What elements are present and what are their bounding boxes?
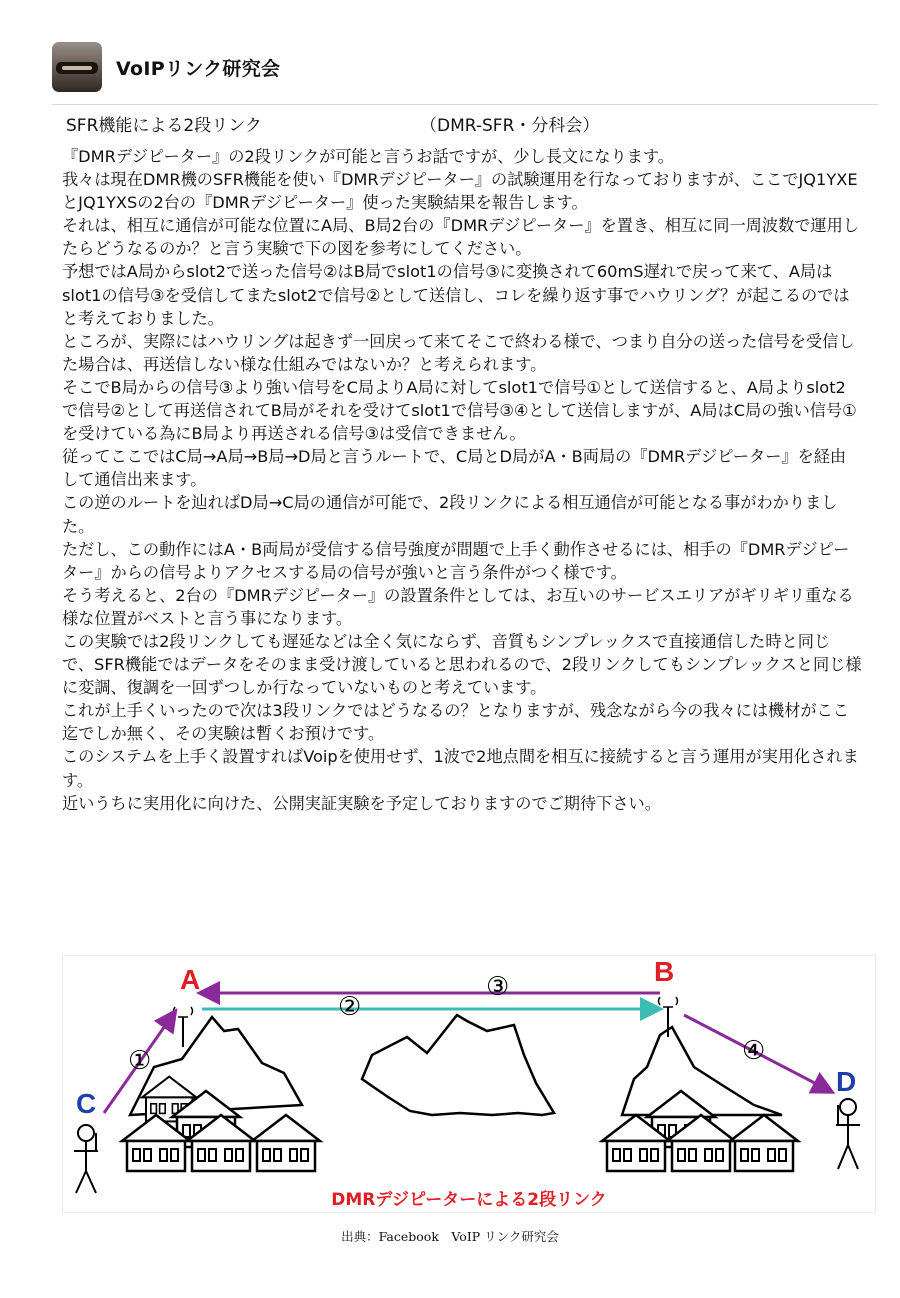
signal-3-label: ③ <box>486 972 510 1002</box>
paragraph: このシステムを上手く設置すればVoipを使用せず、1波で2地点間を相互に接続すると言う運用が実用化されます。 <box>62 747 859 790</box>
paragraph: これが上手くいったので次は3段リンクではどうなるの？となりますが、残念ながら今の我々には機材がここ迄でしか無く、その実験は暫くお預けです。 <box>62 701 849 744</box>
paragraph: 近いうちに実用化に向けた、公開実証実験を予定しておりますのでご期待下さい。 <box>62 793 661 813</box>
document-subtitle: （DMR-SFR・分科会） <box>420 116 600 136</box>
source-caption: 出典：Facebook VoIP リンク研究会 <box>341 1229 559 1244</box>
paragraph: そう考えると、2台の『DMRデジピーター』の設置条件としては、お互いのサービスエリアがギリギリ重なる様な位置がベストと言う事になります。 <box>62 585 854 628</box>
two-stage-link-diagram <box>62 955 876 1213</box>
diagram-caption: DMRデジピーターによる2段リンク <box>331 1190 607 1210</box>
station-a-label: A <box>180 964 201 995</box>
paragraph: この逆のルートを辿ればD局→C局の通信が可能で、2段リンクによる相互通信が可能となる事がわかりました。 <box>62 493 838 536</box>
article-body <box>62 145 862 815</box>
group-avatar[interactable] <box>52 42 102 92</box>
paragraph: 『DMRデジピーター』の2段リンクが可能と言うお話ですが、少し長文になります。 <box>62 147 674 166</box>
signal-2-label: ② <box>338 992 362 1022</box>
paragraph: 予想ではA局からslot2で送った信号②はB局でslot1の信号③に変換されて60mS遅れで戻って来て、A局はslot1の信号③を受信してまたslot2で信号②として送信し、コレを繰り返す事でハウリング？が起こるのではと考えておりました。 <box>62 262 850 328</box>
station-b-label: B <box>654 956 675 987</box>
signal-4-label: ④ <box>742 1036 766 1066</box>
station-d-label: D <box>836 1066 857 1097</box>
paragraph: ところが、実際にはハウリングは起きず一回戻って来てそこで終わる様で、つまり自分の送った信号を受信した場合は、再送信しない様な仕組みではないか？と考えられます。 <box>62 331 855 374</box>
document-title: SFR機能による2段リンク <box>66 116 262 136</box>
paragraph: そこでB局からの信号③より強い信号をC局よりA局に対してslot1で信号①として送信すると、A局よりslot2で信号②として再送信されてB局がそれを受けてslot1で信号③④として送信しますが、A局はC局の強い信号①を受けている為にB局より再送される信号③は受信できません。 <box>62 377 857 444</box>
signal-1-label: ① <box>128 1046 152 1076</box>
header <box>52 42 878 105</box>
station-c-label: C <box>76 1088 97 1119</box>
paragraph: ただし、この動作にはA・B両局が受信する信号強度が問題で上手く動作させるには、相手の『DMRデジピーター』からの信号よりアクセスする局の信号が強いと言う条件がつく様です。 <box>62 539 850 582</box>
group-name[interactable]: VoIPリンク研究会 <box>116 58 281 80</box>
paragraph: 我々は現在DMR機のSFR機能を使い『DMRデジピーター』の試験運用を行なっておりますが、ここでJQ1YXE とJQ1YXSの2台の『DMRデジピーター』使った実験結果を報告します。 <box>62 170 858 213</box>
paragraph: それは、相互に通信が可能な位置にA局、B局2台の『DMRデジピーター』を置き、相互に同一周波数で運用したらどうなるのか？と言う実験で下の図を参考にしてください。 <box>62 216 859 259</box>
paragraph: 従ってここではC局→A局→B局→D局と言うルートで、C局とD局がA・B両局の『DMRデジピーター』を経由して通信出来ます。 <box>62 447 847 490</box>
avatar-highlight <box>62 66 92 70</box>
paragraph: この実験では2段リンクしても遅延などは全く気にならず、音質もシンプレックスで直接通信した時と同じで、SFR機能ではデータをそのまま受け渡していると思われるので、2段リンクしてもシンプレックスと同じ様に変調、復調を一回ずつしか行なっていないものと考えています。 <box>62 631 862 698</box>
